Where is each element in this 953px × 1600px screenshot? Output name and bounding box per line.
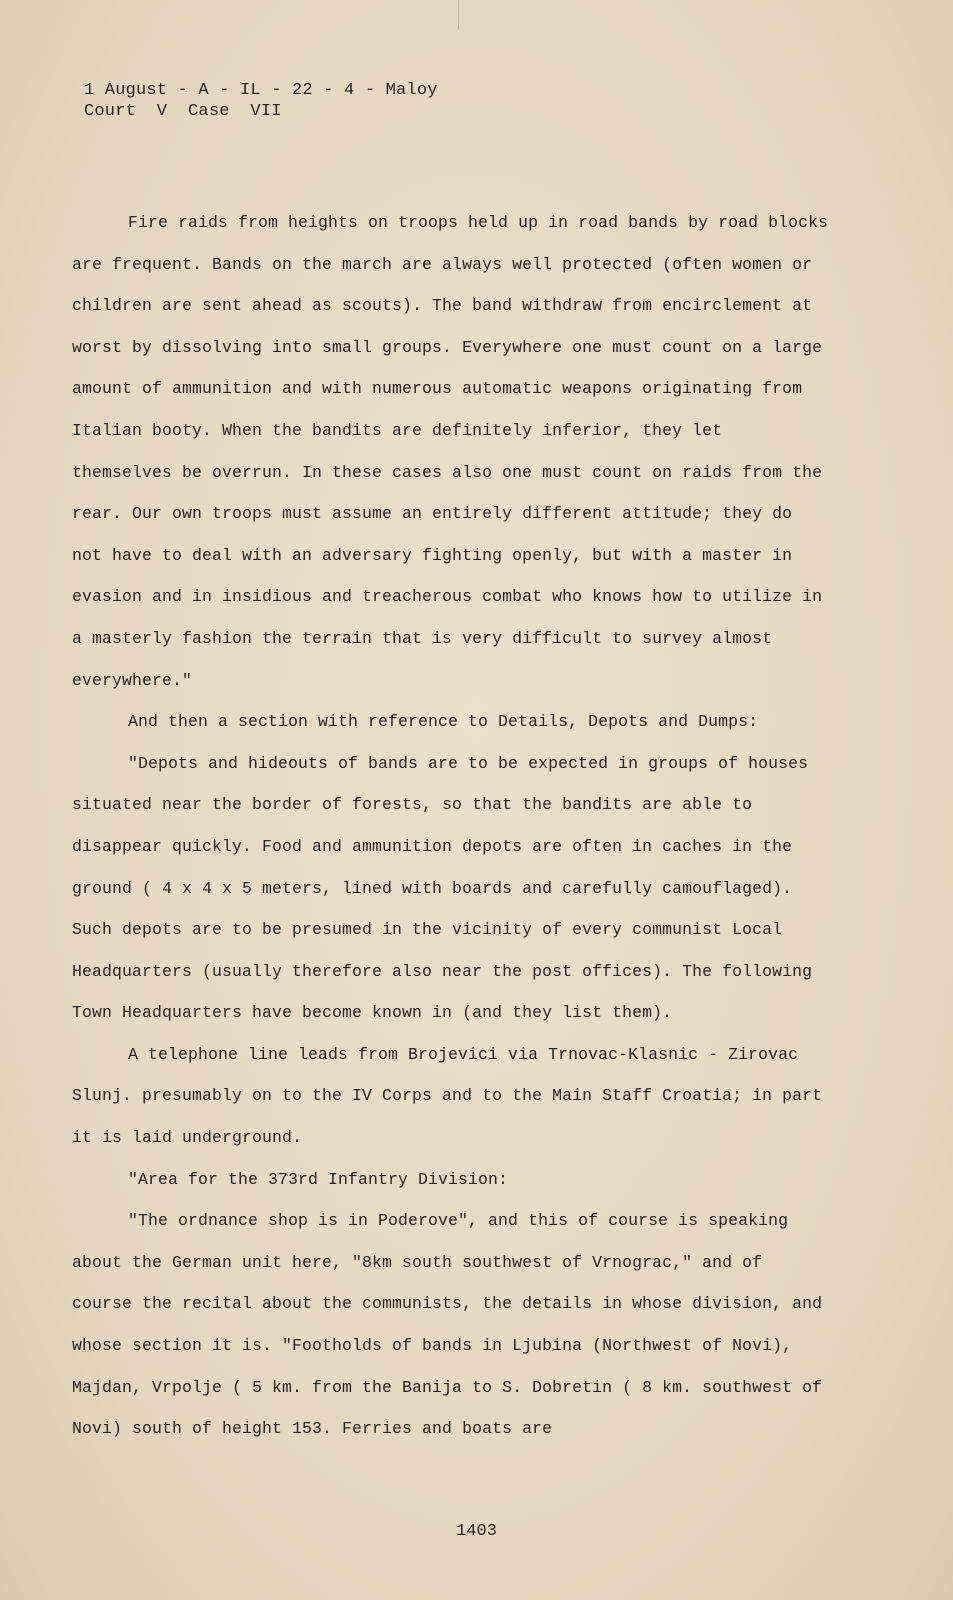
paragraph-3: "Depots and hideouts of bands are to be expected in groups of houses situated near the border of forests, so that the bandits are able to disappear quickly. Food and ammunition depots are often in caches in the ground ( 4 x 4 x 5 meters, lined with boards and carefully camouflaged). Such depots are to be presumed in the vicinity of every communist Local Headquarters (usually therefore also near the post offices). The following Town Headquarters have become known in (and they list them).: [72, 753, 813, 1023]
paragraph-6: "The ordnance shop is in Poderove", and this of course is speaking about the German unit here, "8km south southwest of Vrnograc," and of course the recital about the communists, the details in whose division, and whose section it is. "Footholds of bands in Ljubina (Northwest of Novi), Majdan, Vrpolje ( 5 km. from the Banija to S. Dobretin ( 8 km. southwest of Novi) south of height 153. Ferries and boats are: [72, 1211, 823, 1439]
fold-mark: [458, 0, 459, 30]
page-number: 1403: [456, 1522, 497, 1541]
header-line-1: 1 August - A - IL - 22 - 4 - Maloy: [84, 81, 438, 100]
paragraph-2: And then a section with reference to Details, Depots and Dumps:: [128, 712, 759, 732]
header-line-2: Court V Case VII: [84, 102, 282, 121]
document-body: [72, 202, 832, 1450]
document-header: [84, 80, 438, 122]
paragraph-5: "Area for the 373rd Infantry Division:: [128, 1169, 509, 1189]
paragraph-4: A telephone line leads from Brojevici via Trnovac-Klasnic - Zirovac Slunj. presumably on to the IV Corps and to the Main Staff Croatia; in part it is laid underground.: [72, 1044, 823, 1148]
paragraph-1: Fire raids from heights on troops held up in road bands by road blocks are frequent. Bands on the march are always well protected (often women or children are sent ahead as scouts). The band withdraw from encirclement at worst by dissolving into small groups. Everywhere one must count on a large amount of ammunition and with numerous automatic weapons originating from Italian booty. When the bandits are definitely inferior, they let themselves be overrun. In these cases also one must count on raids from the rear. Our own troops must assume an entirely different attitude; they do not have to deal with an adversary fighting openly, but with a master in evasion and in insidious and treacherous combat who knows how to utilize in a masterly fashion the terrain that is very difficult to survey almost everywhere.": [72, 213, 829, 690]
